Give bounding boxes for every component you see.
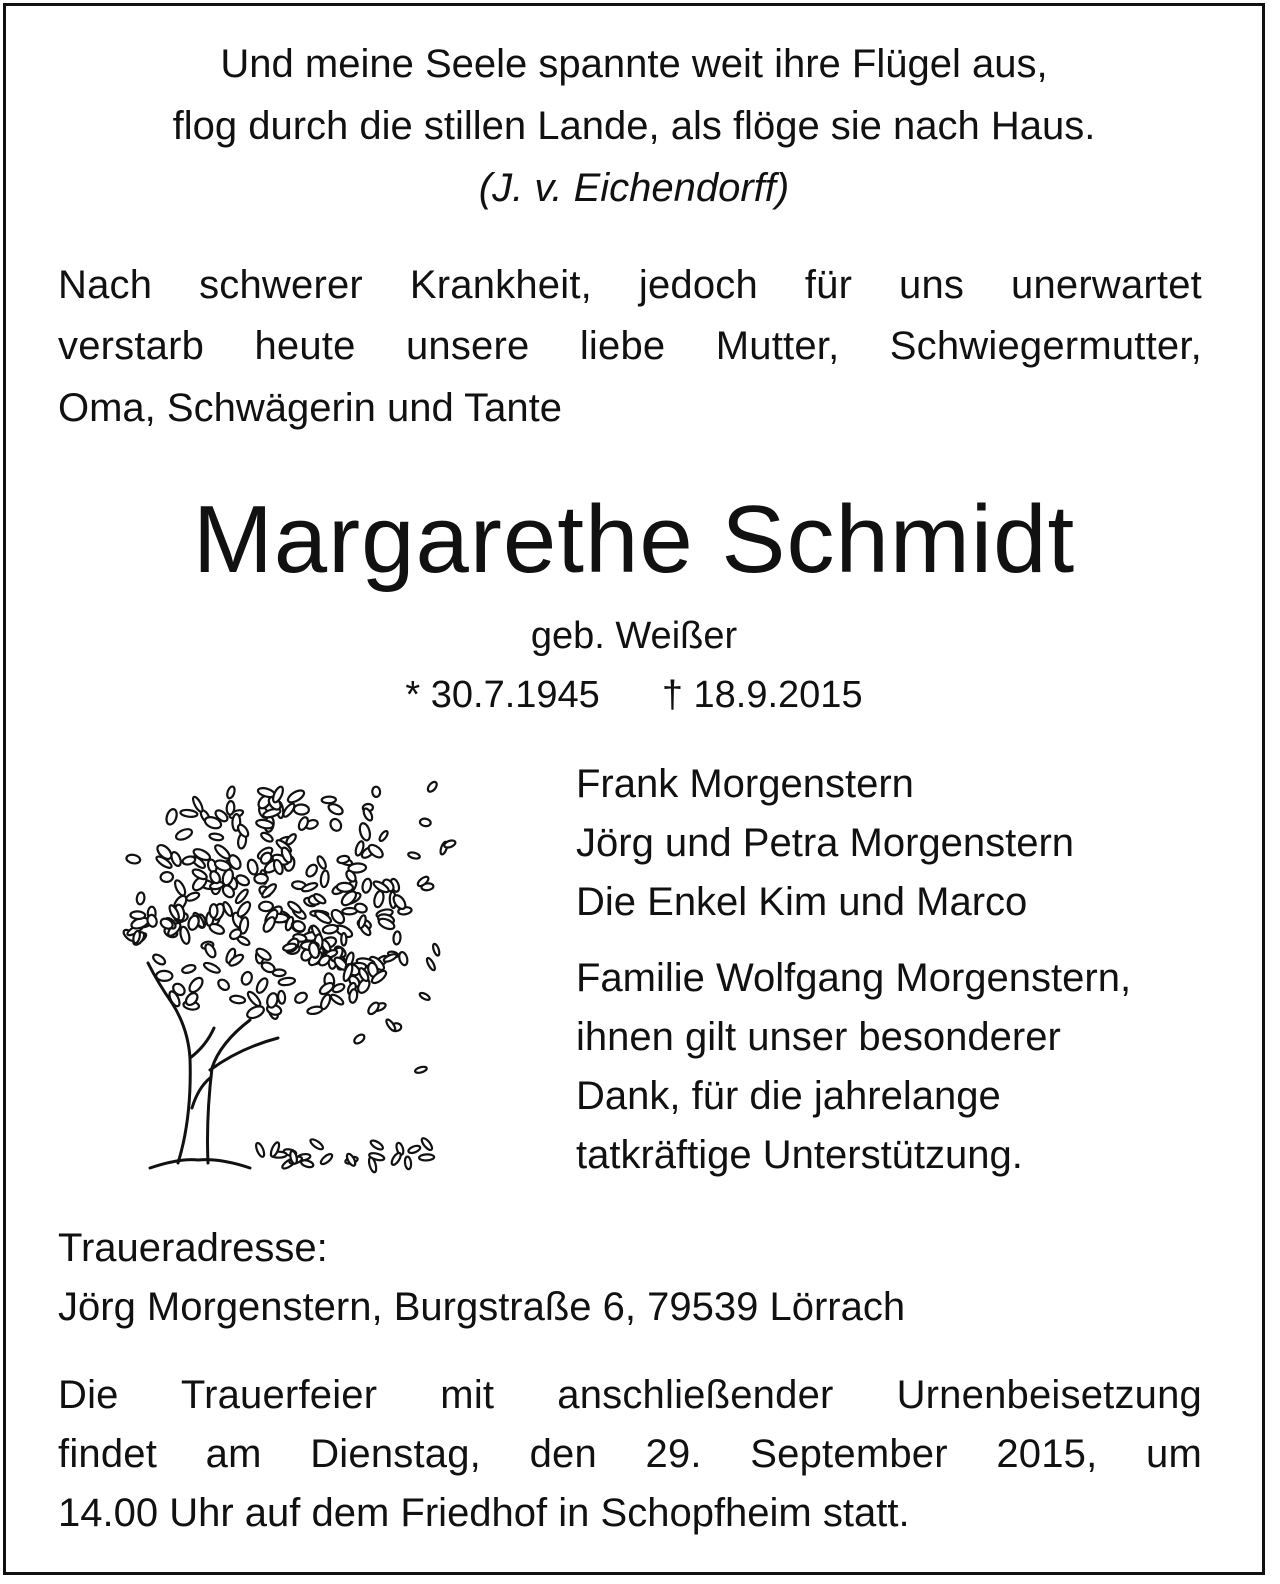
intro-line-3: Oma, Schwägerin und Tante (58, 386, 563, 430)
birth-date: * 30.7.1945 (405, 674, 600, 716)
leaf-icon (236, 823, 250, 839)
leaf-icon (408, 851, 421, 859)
family-member-3: Die Enkel Kim und Marco (576, 880, 1028, 924)
address-value: Jörg Morgenstern, Burgstraße 6, 79539 Lörrach (58, 1285, 906, 1329)
leaf-icon (372, 786, 380, 797)
leaf-icon (130, 911, 145, 919)
leaf-icon (361, 878, 372, 893)
leaf-icon (393, 931, 401, 945)
thanks-line-4: tatkräftige Unterstützung. (576, 1133, 1023, 1177)
leaf-icon (293, 991, 308, 1005)
leaf-icon (185, 891, 200, 902)
leaf-icon (328, 817, 343, 833)
leaf-icon (287, 900, 303, 915)
leaf-icon (278, 977, 295, 986)
leaf-icon (419, 1154, 434, 1161)
leaf-icon (294, 804, 310, 815)
leaf-icon (240, 971, 254, 987)
leaf-icon (260, 961, 276, 975)
leaf-icon (358, 822, 372, 841)
leaf-icon (203, 942, 217, 959)
leaf-icon (191, 868, 208, 882)
leaf-icon (126, 854, 141, 865)
ceremony-line-2: findet am Dienstag, den 29. September 2015, um (58, 1432, 1202, 1476)
leaf-icon (187, 976, 205, 995)
leaf-icon (425, 957, 436, 971)
address-label: Traueradresse: (58, 1226, 328, 1270)
leaf-icon (414, 1066, 427, 1074)
leaf-icon (404, 1156, 411, 1169)
leaf-icon (259, 901, 273, 911)
leaf-icon (136, 892, 145, 905)
leaf-icon (261, 915, 277, 933)
leaf-icon (254, 874, 267, 884)
leaf-icon (278, 991, 286, 1004)
thanks-line-2: ihnen gilt unser besonderer (576, 1015, 1061, 1059)
leaf-icon (353, 1033, 366, 1045)
leaf-icon (286, 788, 306, 805)
leaf-icon (329, 993, 344, 1006)
life-dates (0, 676, 1268, 714)
family-member-2: Jörg und Petra Morgenstern (576, 821, 1075, 865)
maiden-name: geb. Weißer (530, 615, 738, 657)
leaf-icon (245, 1004, 265, 1020)
leaf-icon (390, 1152, 402, 1167)
quote-author: (J. v. Eichendorff) (478, 166, 790, 210)
leaf-icon (383, 953, 398, 964)
leaf-icon (304, 863, 319, 879)
leaf-icon (254, 1142, 265, 1158)
leaf-icon (407, 1144, 421, 1154)
leaf-icon (210, 904, 218, 918)
leaf-icon (322, 796, 336, 803)
leaf-icon (378, 830, 389, 842)
thanks-line-3: Dank, für die jahrelange (576, 1074, 1001, 1118)
leaf-icon (320, 870, 330, 887)
leaf-icon (160, 872, 173, 883)
leaf-icon (285, 833, 298, 846)
leaf-icon (341, 933, 346, 945)
leaf-icon (443, 839, 456, 849)
intro-line-1: Nach schwerer Krankheit, jedoch für uns unerwartet (58, 263, 1202, 307)
deceased-name: Margarethe Schmidt (192, 486, 1076, 593)
leaf-icon (180, 809, 198, 818)
leaf-icon (182, 855, 196, 865)
leaf-icon (151, 953, 166, 967)
leaf-icon (426, 780, 438, 793)
family-member-1: Frank Morgenstern (576, 762, 914, 806)
leaf-icon (313, 909, 332, 925)
leaf-icon (255, 977, 270, 995)
leaf-icon (246, 859, 259, 876)
ceremony-line-1: Die Trauerfeier mit anschließender Urnenbeisetzung (58, 1373, 1202, 1417)
death-date: † 18.9.2015 (661, 674, 863, 716)
leaf-icon (307, 1006, 323, 1016)
quote-line-2: flog durch die stillen Lande, als flöge sie nach Haus. (172, 104, 1096, 148)
leaf-icon (369, 1139, 384, 1151)
intro-line-2: verstarb heute unsere liebe Mutter, Schwiegermutter, (58, 324, 1202, 368)
leaf-icon (373, 890, 385, 908)
leaf-icon (309, 1138, 325, 1152)
leaf-icon (260, 831, 274, 843)
leaf-icon (345, 1153, 357, 1167)
thanks-line-1: Familie Wolfgang Morgenstern, (576, 956, 1132, 1000)
leaf-icon (420, 1137, 434, 1152)
leaf-icon (366, 1001, 380, 1016)
ceremony-line-3: 14.00 Uhr auf dem Friedhof in Schopfheim statt. (58, 1491, 910, 1535)
leaf-icon (209, 833, 224, 842)
leaf-icon (322, 924, 338, 935)
leaf-icon (226, 801, 235, 815)
leaf-icon (419, 818, 431, 827)
leaf-icon (398, 951, 409, 966)
leaf-icon (203, 961, 221, 975)
leaf-icon (208, 922, 225, 936)
quote-line-1: Und meine Seele spannte weit ihre Flügel aus, (220, 42, 1048, 86)
leaf-icon (165, 808, 179, 826)
leaf-icon (230, 995, 246, 1004)
leaf-icon (432, 943, 441, 956)
leaf-icon (216, 978, 231, 992)
leaf-icon (173, 879, 187, 897)
leaf-icon (181, 964, 196, 975)
windblown-tree-icon (110, 758, 460, 1178)
leaf-icon (156, 971, 172, 981)
leaf-icon (271, 785, 285, 803)
leaf-icon (385, 1018, 397, 1032)
leaf-icon (175, 827, 194, 842)
leaf-icon (419, 992, 431, 1002)
leaf-icon (226, 786, 236, 800)
leaf-icon (319, 1152, 333, 1165)
